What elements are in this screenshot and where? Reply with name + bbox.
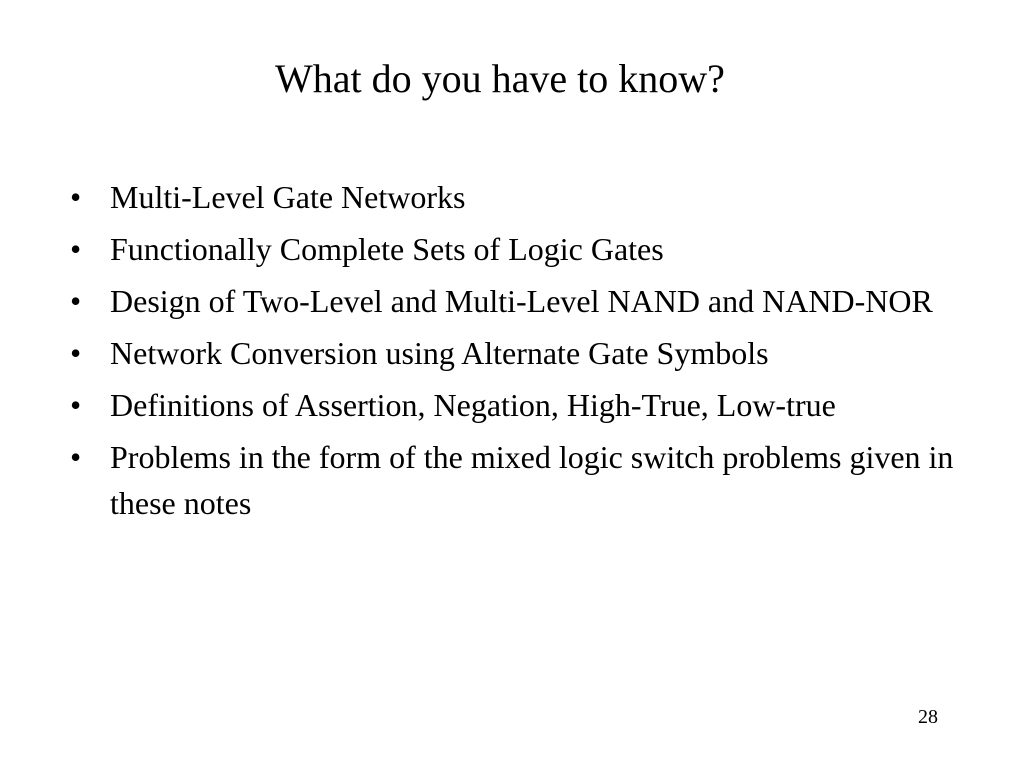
bullet-text: Network Conversion using Alternate Gate Symbols (110, 335, 769, 371)
bullet-text: Functionally Complete Sets of Logic Gates (110, 231, 664, 267)
page-number: 28 (918, 706, 938, 728)
bullet-marker: • (70, 231, 82, 267)
list-item (66, 434, 966, 526)
list-item (66, 174, 966, 220)
bullet-marker: • (70, 387, 82, 423)
bullet-text: Design of Two-Level and Multi-Level NAND and NAND-NOR (110, 283, 933, 319)
list-item (66, 382, 966, 428)
list-item (66, 226, 966, 272)
bullet-text: Multi-Level Gate Networks (110, 179, 466, 215)
bullet-marker: • (70, 335, 82, 371)
bullet-list (66, 174, 966, 532)
list-item (66, 278, 966, 324)
list-item (66, 330, 966, 376)
slide-title: What do you have to know? (275, 56, 725, 101)
bullet-marker: • (70, 283, 82, 319)
bullet-marker: • (70, 179, 82, 215)
bullet-text: Definitions of Assertion, Negation, High-True, Low-true (110, 387, 836, 423)
bullet-text: Problems in the form of the mixed logic switch problems given in these notes (110, 439, 954, 521)
bullet-marker: • (70, 439, 82, 475)
